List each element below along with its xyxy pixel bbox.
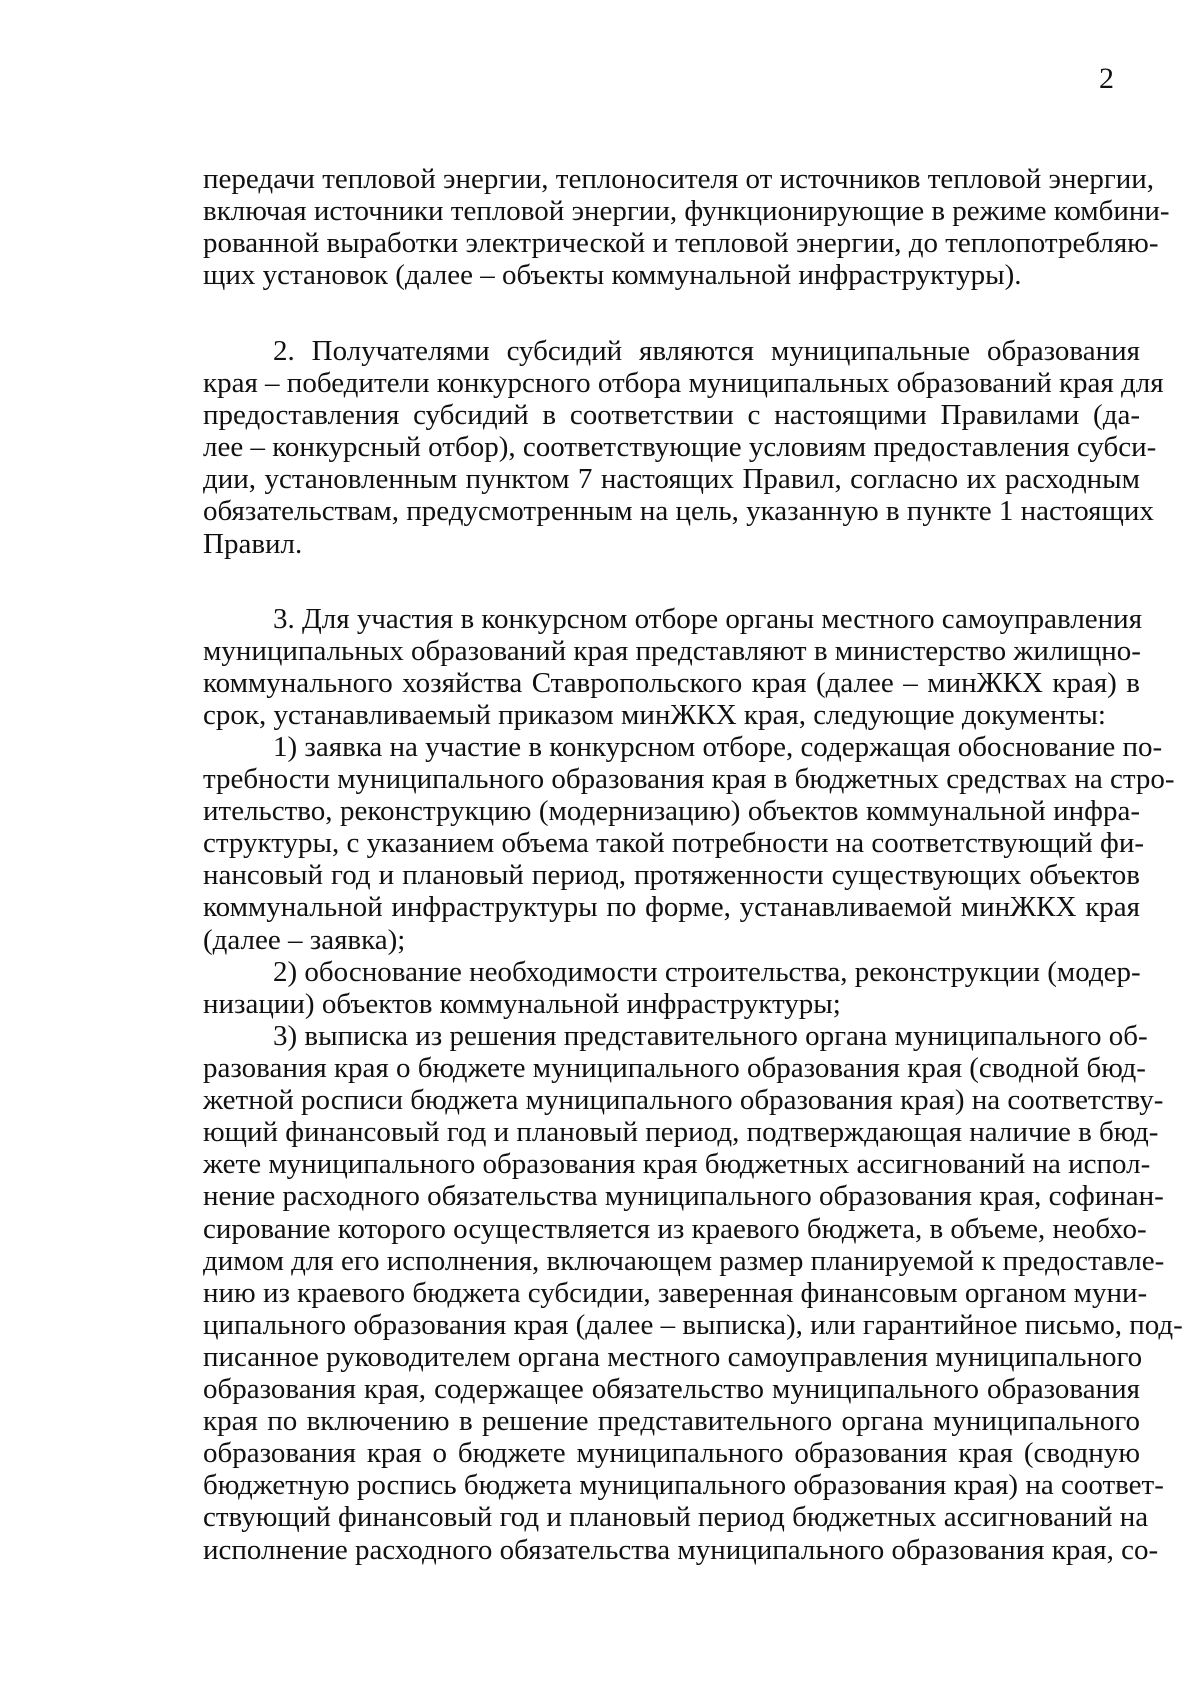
text-line: димом для его исполнения, включающем размер планируемой к предоставле- [203,1244,1165,1277]
text-line: жете муниципального образования края бюджетных ассигнований на испол- [203,1148,1151,1181]
text-line: нию из краевого бюджета субсидии, заверенная финансовым органом муни- [203,1276,1148,1309]
text-line: ципального образования края (далее – выписка), или гарантийное письмо, под- [203,1308,1183,1341]
text-line: образования края о бюджете муниципального образования края (сводную [203,1437,1140,1470]
text-line: щих установок (далее – объекты коммунальной инфраструктуры). [203,259,1022,292]
text-line: обязательствам, предусмотренным на цель, указанную в пункте 1 настоящих [203,495,1154,528]
text-line: образования края, содержащее обязательство муниципального образования [203,1373,1140,1406]
text-line: лее – конкурсный отбор), соответствующие условиям предоставления субси- [203,431,1157,464]
text-line: нение расходного обязательства муниципального образования края, софинан- [203,1180,1164,1213]
page-number: 2 [1099,62,1114,95]
text-line: писанное руководителем органа местного самоуправления муниципального [203,1340,1143,1373]
paragraph-item-3 [203,603,1143,732]
text-line: края по включению в решение представительного органа муниципального [203,1405,1140,1438]
text-line: 2) обоснование необходимости строительства, реконструкции (модер- [273,956,1141,988]
text-line: передачи тепловой энергии, теплоносителя от источников тепловой энергии, [203,163,1155,195]
subitem-2 [203,956,1140,1020]
text-line: ствующий финансовый год и плановый период бюджетных ассигнований на [203,1501,1149,1534]
text-line: срок, устанавливаемый приказом минЖКХ края, следующие документы: [203,699,1106,732]
text-line: нансовый год и плановый период, протяженности существующих объектов [203,859,1140,892]
text-line: Правил. [203,527,303,560]
text-line: коммунальной инфраструктуры по форме, устанавливаемой минЖКХ края [203,891,1140,924]
text-line: сирование которого осуществляется из краевого бюджета, в объеме, необхо- [203,1212,1147,1245]
text-line: края – победители конкурсного отбора муниципальных образований края для [203,367,1164,400]
text-line: жетной росписи бюджета муниципального образования края) на соответству- [203,1084,1164,1117]
text-line: ительство, реконструкцию (модернизацию) объектов коммунальной инфра- [203,795,1140,828]
text-line: 1) заявка на участие в конкурсном отборе, содержащая обоснование по- [273,731,1163,763]
paragraph-continuation [203,163,1170,292]
text-line: коммунального хозяйства Ставропольского края (далее – минЖКХ края) в [203,667,1140,700]
text-line: разования края о бюджете муниципального образования края (сводной бюд- [203,1052,1146,1085]
paragraph-item-2 [203,335,1164,560]
text-line: муниципальных образований края представляют в министерство жилищно- [203,635,1141,668]
text-line: рованной выработки электрической и тепловой энергии, до теплопотребляю- [203,227,1159,260]
subitem-1 [203,731,1175,956]
subitem-3 [203,1020,1183,1566]
text-line: предоставления субсидий в соответствии с настоящими Правилами (да- [203,399,1140,432]
text-line: дии, установленным пунктом 7 настоящих Правил, согласно их расходным [203,463,1140,496]
text-line: (далее – заявка); [203,923,406,956]
text-line: исполнение расходного обязательства муниципального образования края, со- [203,1533,1159,1566]
text-line: 3) выписка из решения представительного органа муниципального об- [273,1020,1148,1052]
text-line: структуры, с указанием объема такой потребности на соответствующий фи- [203,827,1145,860]
text-line: включая источники тепловой энергии, функционирующие в режиме комбини- [203,195,1170,228]
text-line: требности муниципального образования края в бюджетных средствах на стро- [203,763,1175,796]
text-line: 3. Для участия в конкурсном отборе органы местного самоуправления [273,603,1143,635]
text-line: 2. Получателями субсидий являются муниципальные образования [273,335,1140,367]
text-line: низации) объектов коммунальной инфраструктуры; [203,988,841,1021]
text-line: бюджетную роспись бюджета муниципального образования края) на соответ- [203,1469,1164,1502]
text-line: ющий финансовый год и плановый период, подтверждающая наличие в бюд- [203,1116,1159,1149]
